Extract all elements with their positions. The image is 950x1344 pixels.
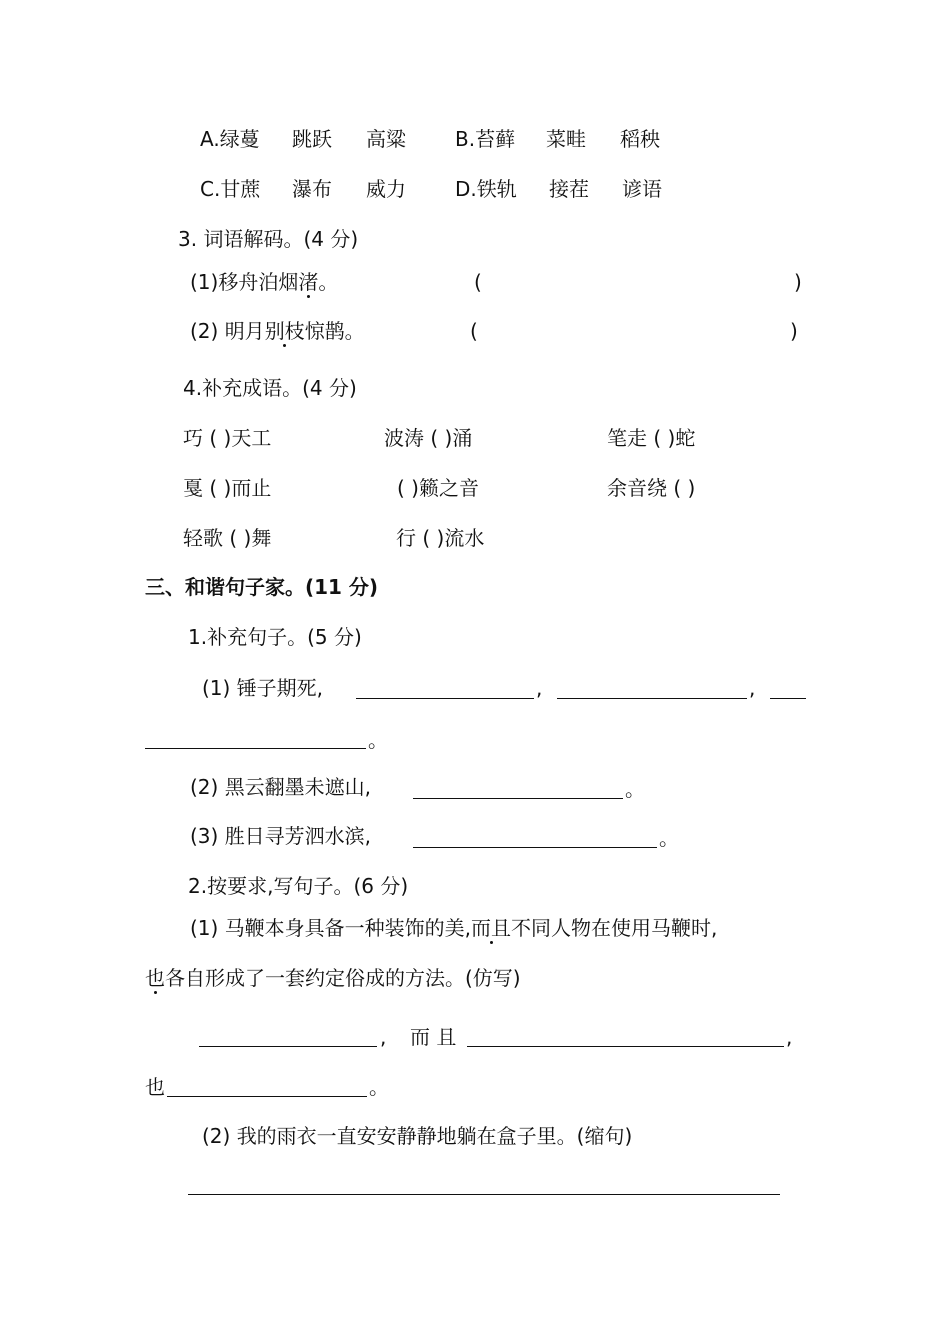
option-c	[200, 179, 260, 199]
answer-blank[interactable]	[199, 1046, 377, 1047]
answer-blank[interactable]	[145, 748, 366, 749]
idiom-item[interactable]: 巧 ( )天工	[183, 426, 272, 450]
section-3-heading: 三、和谐句子家。(11 分)	[145, 575, 379, 599]
s3-q2-item-1	[190, 918, 717, 938]
period: 。	[369, 1075, 389, 1099]
period: 。	[659, 826, 679, 850]
answer-blank[interactable]	[413, 847, 657, 848]
conjunction-erqie: 而 且	[410, 1025, 457, 1049]
idiom-item[interactable]: ( )籁之音	[397, 476, 479, 500]
answer-blank[interactable]	[167, 1096, 367, 1097]
q3-item-2-suffix: 惊鹊。	[304, 319, 365, 343]
answer-close-paren: )	[794, 270, 802, 294]
s3-q1-item-3: (3) 胜日寻芳泗水滨,	[190, 824, 372, 848]
s3-q2-item-1-a: (1) 马鞭本身具备一种装饰的美,	[190, 916, 472, 940]
s3-q2-item-1-b: 不同人物在使用马鞭时,	[511, 916, 718, 940]
q3-item-2-prefix: (2) 明月	[190, 319, 265, 343]
q3-item-2	[190, 321, 365, 341]
option-word: 瀑布	[292, 177, 332, 201]
s3-q2-title: 2.按要求,写句子。(6 分)	[188, 874, 409, 898]
period: 。	[368, 728, 388, 752]
s3-q2-item-1-line-2-text: 各自形成了一套约定俗成的方法。(仿写)	[165, 966, 521, 990]
idiom-item[interactable]: 笔走 ( )蛇	[607, 426, 696, 450]
option-word: 跳跃	[292, 127, 332, 151]
option-a-label: A.	[200, 127, 220, 151]
conjunction-ye: 也	[145, 1075, 165, 1099]
idiom-item[interactable]: 波涛 ( )涌	[384, 426, 473, 450]
s3-q2-item-1-line-2	[145, 968, 521, 988]
answer-open-paren: (	[470, 319, 478, 343]
q4-title: 4.补充成语。(4 分)	[183, 376, 357, 400]
s3-q1-item-2: (2) 黑云翻墨未遮山,	[190, 775, 372, 799]
q3-item-2-dotted: 别枝	[264, 319, 305, 343]
q3-item-1	[190, 272, 338, 292]
option-a	[200, 129, 260, 149]
dotted-word: 而且	[471, 916, 512, 940]
comma: ,	[786, 1025, 793, 1049]
s3-q1-title: 1.补充句子。(5 分)	[188, 625, 362, 649]
idiom-item[interactable]: 行 ( )流水	[396, 526, 485, 550]
option-word: 高粱	[366, 127, 406, 151]
idiom-item[interactable]: 轻歌 ( )舞	[183, 526, 272, 550]
option-word: 甘蔗	[220, 177, 261, 201]
answer-blank[interactable]	[770, 698, 806, 699]
option-b	[455, 129, 515, 149]
q3-item-1-dotted: 渚	[298, 270, 319, 294]
s3-q2-item-2: (2) 我的雨衣一直安安静静地躺在盒子里。(缩句)	[202, 1124, 633, 1148]
option-c-label: C.	[200, 177, 221, 201]
option-word: 菜畦	[546, 127, 586, 151]
q3-item-1-prefix: (1)移舟泊烟	[190, 270, 299, 294]
idiom-item[interactable]: 戛 ( )而止	[183, 476, 272, 500]
answer-blank[interactable]	[557, 698, 747, 699]
option-b-label: B.	[455, 127, 476, 151]
comma: ,	[380, 1025, 387, 1049]
answer-blank[interactable]	[356, 698, 534, 699]
option-d-label: D.	[455, 177, 477, 201]
period: 。	[625, 777, 645, 801]
s3-q1-item-1: (1) 锤子期死,	[202, 676, 324, 700]
q3-title: 3. 词语解码。(4 分)	[178, 227, 359, 251]
answer-blank[interactable]	[467, 1046, 784, 1047]
q3-item-1-suffix: 。	[318, 270, 339, 294]
option-d	[455, 179, 517, 199]
dotted-word: 也	[145, 966, 165, 990]
answer-close-paren: )	[790, 319, 798, 343]
option-word: 绿蔓	[219, 127, 260, 151]
answer-open-paren: (	[474, 270, 482, 294]
option-word: 铁轨	[476, 177, 517, 201]
comma: ,	[536, 676, 543, 700]
option-word: 威力	[366, 177, 406, 201]
comma: ,	[749, 676, 756, 700]
option-word: 苔藓	[475, 127, 516, 151]
answer-blank[interactable]	[188, 1194, 780, 1195]
option-word: 稻秧	[620, 127, 660, 151]
option-word: 接茬	[549, 177, 589, 201]
answer-blank[interactable]	[413, 798, 623, 799]
option-word: 谚语	[622, 177, 662, 201]
idiom-item[interactable]: 余音绕 ( )	[607, 476, 696, 500]
